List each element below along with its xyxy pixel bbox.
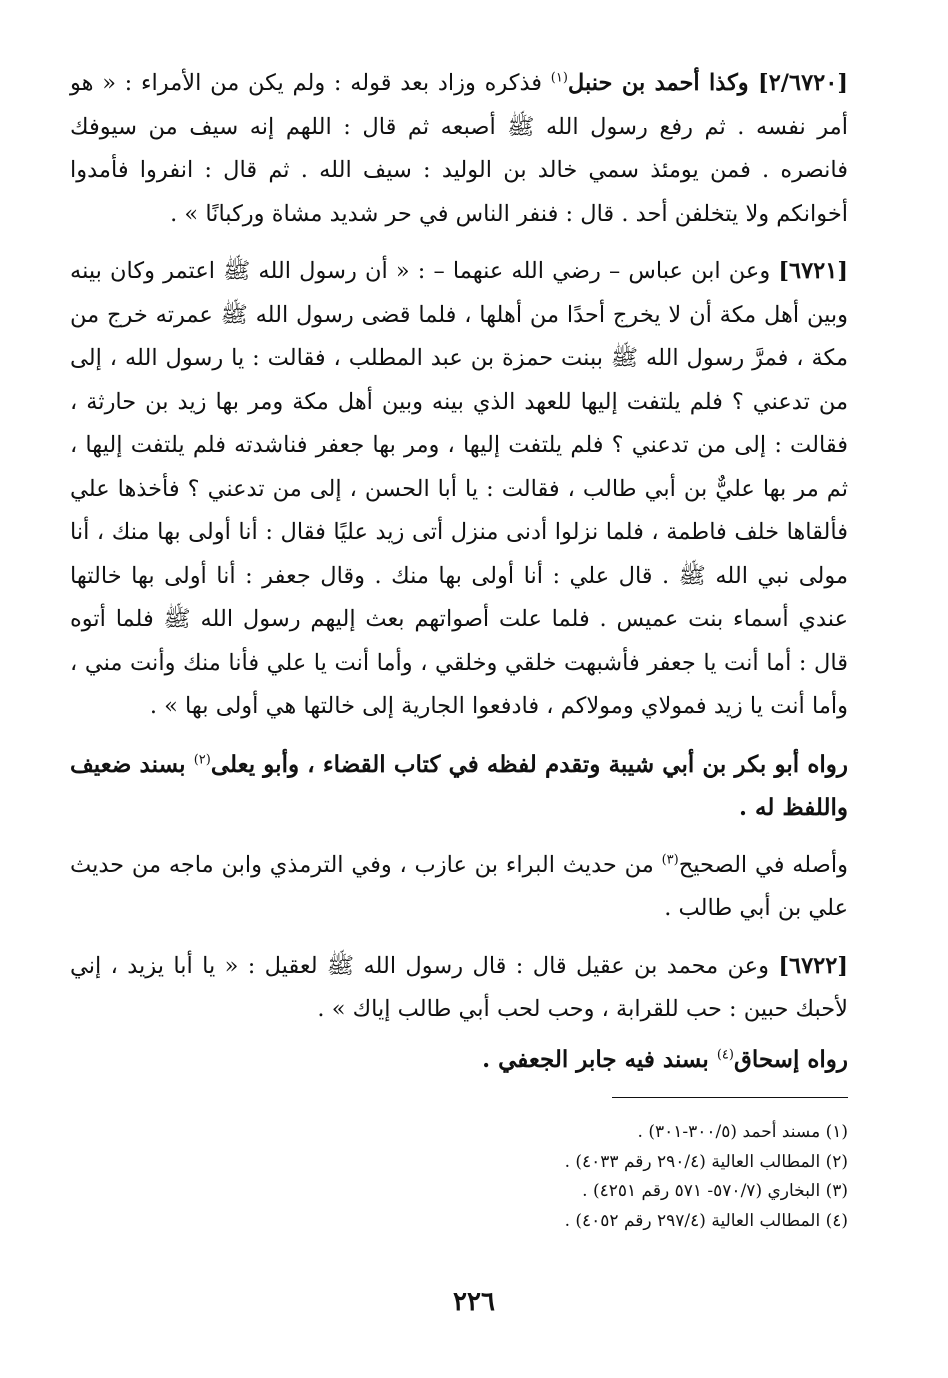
origin-note-text-end: من حديث البراء بن عازب ، وفي الترمذي وابن ماجه من حديث علي بن أبي طالب . [70,851,848,921]
hadith-6722-number: [٦٧٢٢] [778,952,848,979]
footnote-1: (١) مسند أحمد (٣٠٠/٥-٣٠١) . [637,1122,848,1142]
narration-ishaq-text-end: بسند فيه جابر الجعفي . [482,1045,717,1073]
footnote-2: (٢) المطالب العالية (٢٩٠/٤ رقم ٤٠٣٣) . [564,1151,848,1172]
hadith-6721-number: [٦٧٢١] [778,258,848,284]
hadith-6721-text: وعن ابن عباس – رضي الله عنهما – : « أن رسول الله ﷺ اعتمر وكان بينه وبين أهل مكة أن لا يخرج أحدًا من أهلها ، فلما قضى رسول الله ﷺ عمرته خرج من مكة ، فمرَّ رسول الله ﷺ ببنت حمزة بن عبد المطلب ، فقالت : يا رسول الله ، إلى من تدعني ؟ فلم يلتفت إليها للعهد الذي بينه وبين أهل مكة ومر بها زيد بن حارثة ، فقالت : إلى من تدعني ؟ فلم يلتفت إليها ، ومر بها جعفر فناشدته فلم يلتفت إليها ، ثم مر بها عليٌّ بن أبي طالب ، فقالت : يا أبا الحسن ، إلى من تدعني ؟ فأخذها علي فألقاها خلف فاطمة ، فلما نزلوا أدنى منزل أتى زيد عليًا فقال : أنا أولى بها منك ، أنا مولى نبي الله ﷺ . قال علي : أنا أولى بها منك . وقال جعفر : أنا أولى بها خالتها عندي أسماء بنت عميس . فلما علت أصواتهم بعث إليهم رسول الله ﷺ فلما أتوه قال : أما أنت يا جعفر فأشبهت خلقي وخلقي ، وأما أنت يا علي فأنا منك وأنت مني ، وأما أنت يا زيد فمولاي ومولاكم ، فادفعوا الجارية إلى خالتها هي أولى بها » . [70,258,848,719]
origin-note-paragraph [70,844,848,931]
footnote-divider [612,1097,848,1098]
hadith-6721-paragraph [70,250,848,729]
narration-abu-bakr-text: رواه أبو بكر بن أبي شيبة وتقدم لفظه في كتاب القضاء ، وأبو يعلى [210,750,848,778]
hadith-6722-paragraph [70,945,848,1032]
narration-abu-bakr [70,743,848,830]
page-number: ٢٢٦ [453,1287,495,1317]
footnote-4: (٤) المطالب العالية (٢٩٧/٤ رقم ٤٠٥٢) . [564,1210,848,1231]
hadith-6720-number: [٢/٦٧٢٠] وكذا أحمد بن حنبل [567,70,848,96]
page-body [70,62,848,1095]
footnote-ref-4: (٤) [716,1046,734,1062]
footnote-3: (٣) البخاري (٥٧٠/٧- ٥٧١ رقم ٤٢٥١) . [582,1181,848,1201]
narration-ishaq [70,1038,848,1082]
origin-note-text: وأصله في الصحيح [678,851,848,878]
narration-ishaq-text: رواه إسحاق [733,1045,848,1073]
footnote-ref-1: (١) [550,70,568,86]
footnote-ref-3: (٣) [661,852,679,867]
hadith-6720-text: فذكره وزاد بعد قوله : ولم يكن من الأمراء : « هو أمر نفسه . ثم رفع رسول الله ﷺ أصبعه ثم قال : اللهم إنه سيف من سيوفك فانصره . فمن يومئذ سمي خالد بن الوليد : سيف الله . ثم قال : انفروا فأمدوا أخوانكم ولا يتخلفن أحد . قال : فنفر الناس في حر شديد مشاة وركبانًا » . [70,70,848,227]
hadith-6722-text: وعن محمد بن عقيل قال : قال رسول الله ﷺ لعقيل : « يا أبا يزيد ، إني لأحبك حبين : حب للقرابة ، وحب لحب أبي طالب إياك » . [70,952,848,1022]
hadith-6720-paragraph [70,62,848,236]
footnote-ref-2: (٢) [193,751,211,767]
narration-abu-bakr-text-end: بسند ضعيف واللفظ له . [70,750,848,821]
footnotes-list [348,1118,848,1236]
